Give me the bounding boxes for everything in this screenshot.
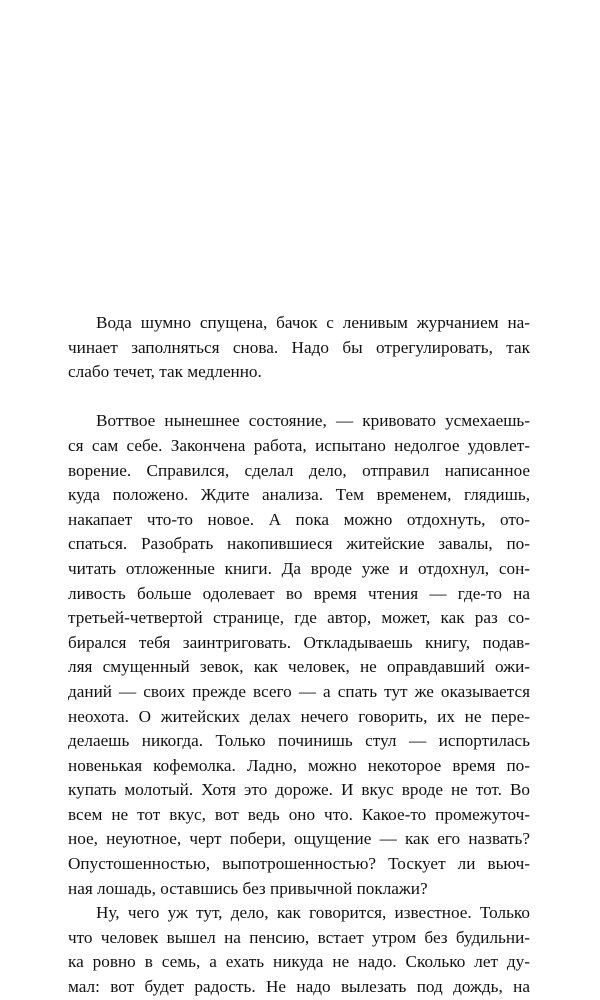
paragraph-3 xyxy=(68,901,530,999)
text-line: чинает заполняться снова. Надо бы отрегулировать, так xyxy=(68,337,530,357)
text-line: Опустошенностью, выпотрошенностью? Тоскует ли вьюч- xyxy=(68,854,530,874)
text-line: слабо течет, так медленно. xyxy=(68,362,262,382)
text-line: Вода шумно спущена, бачок с ленивым журчанием на- xyxy=(96,313,530,332)
text-line: Ну, чего уж тут, дело, как говорится, известное. Только xyxy=(96,903,530,923)
paragraph-2 xyxy=(68,409,530,901)
text-line: всем не тот вкус, вот ведь оно что. Какое-то промежуточ- xyxy=(68,804,530,824)
text-line: накапает что-то новое. А пока можно отдохнуть, ото- xyxy=(68,509,530,529)
text-line: мал: вот будет радость. Не надо вылезать под дождь, на xyxy=(68,977,530,997)
paragraph-1 xyxy=(68,311,530,385)
text-line: даний — своих прежде всего — а спать тут же оказывается xyxy=(68,681,530,701)
page-text xyxy=(68,311,530,1000)
text-line: ка ровно в семь, а ехать никуда не надо. Сколько лет ду- xyxy=(68,952,530,972)
text-line: ляя смущенный зевок, как человек, не оправдавший ожи- xyxy=(68,657,530,677)
text-line: новенькая кофемолка. Ладно, можно некоторое время по- xyxy=(68,755,530,775)
text-line: читать отложенные книги. Да вроде уже и отдохнул, сон- xyxy=(68,558,530,578)
text-line: куда положено. Ждите анализа. Тем временем, глядишь, xyxy=(68,485,530,505)
text-line: ливость больше одолевает во время чтения — где-то на xyxy=(68,583,530,603)
paragraph-gap xyxy=(68,385,530,410)
text-line: третьей-четвертой странице, где автор, может, как раз со- xyxy=(68,608,530,628)
text-line: ное, неуютное, черт побери, ощущение — как его назвать? xyxy=(68,829,530,849)
text-line: Воттвое нынешнее состояние, — кривовато усмехаешь- xyxy=(96,411,530,431)
text-line: бирался тебя заинтриговать. Откладываешь книгу, подав- xyxy=(68,632,530,652)
text-line: ная лошадь, оставшись без привычной поклажи? xyxy=(68,878,428,898)
text-line: ворение. Справился, сделал дело, отправил написанное xyxy=(68,460,530,480)
text-line: купать молотый. Хотя это дороже. И вкус вроде не тот. Во xyxy=(68,780,530,800)
text-line: ся сам себе. Закончена работа, испытано недолгое удовлет- xyxy=(68,435,530,455)
text-line: что человек вышел на пенсию, встает утром без будильни- xyxy=(68,927,530,947)
text-line: неохота. О житейских делах нечего говорить, их не пере- xyxy=(68,706,530,726)
text-line: делаешь никогда. Только починишь стул — испортилась xyxy=(68,731,530,751)
text-line: спаться. Разобрать накопившиеся житейские завалы, по- xyxy=(68,534,530,554)
